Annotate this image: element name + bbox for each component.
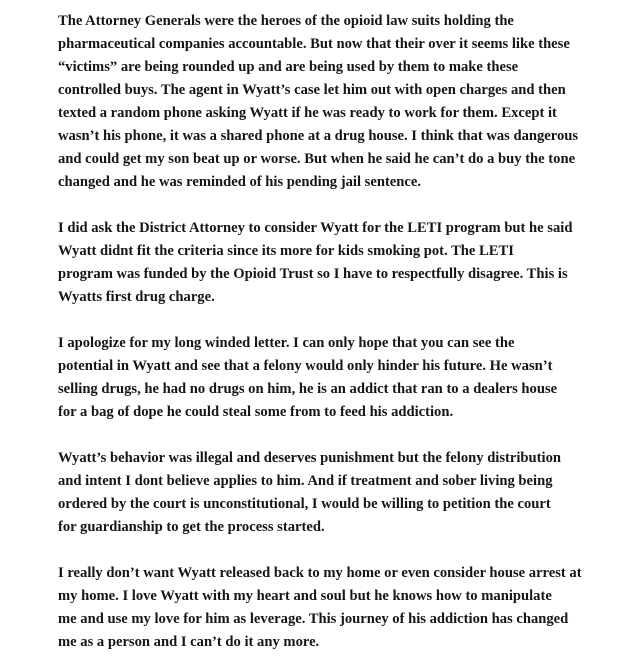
text-line: I did ask the District Attorney to consider Wyatt for the LETI program but he said bbox=[58, 220, 573, 236]
text-line: Wyatts first drug charge. bbox=[58, 289, 215, 305]
text-line: for a bag of dope he could steal some from to feed his addiction. bbox=[58, 404, 454, 420]
text-line: for guardianship to get the process started. bbox=[58, 519, 325, 535]
paragraph-house-arrest bbox=[58, 562, 612, 654]
text-line: controlled buys. The agent in Wyatt’s case let him out with open charges and then bbox=[58, 82, 566, 98]
text-line: Wyatt didnt fit the criteria since its more for kids smoking pot. The LETI bbox=[58, 243, 514, 259]
text-line: and could get my son beat up or worse. But when he said he can’t do a buy the tone bbox=[58, 151, 576, 167]
paragraph-apology bbox=[58, 332, 612, 424]
paragraph-opioid-lawsuits bbox=[58, 10, 612, 194]
text-line: my home. I love Wyatt with my heart and soul but he knows how to manipulate bbox=[58, 588, 552, 604]
paragraph-behavior-guardianship bbox=[58, 447, 612, 539]
text-line: “victims” are being rounded up and are being used by them to make these bbox=[58, 59, 519, 75]
text-line: I apologize for my long winded letter. I can only hope that you can see the bbox=[58, 335, 515, 351]
text-line: program was funded by the Opioid Trust so I have to respectfully disagree. This is bbox=[58, 266, 568, 282]
text-line: selling drugs, he had no drugs on him, he is an addict that ran to a dealers house bbox=[58, 381, 558, 397]
text-line: potential in Wyatt and see that a felony would only hinder his future. He wasn’t bbox=[58, 358, 553, 374]
text-line: texted a random phone asking Wyatt if he was ready to work for them. Except it bbox=[58, 105, 557, 121]
text-line: wasn’t his phone, it was a shared phone at a drug house. I think that was dangerous bbox=[58, 128, 579, 144]
text-line: ordered by the court is unconstitutional, I would be willing to petition the court bbox=[58, 496, 551, 512]
text-line: Wyatt’s behavior was illegal and deserves punishment but the felony distribution bbox=[58, 450, 561, 466]
text-line: me and use my love for him as leverage. This journey of his addiction has changed bbox=[58, 611, 569, 627]
text-line: I really don’t want Wyatt released back to my home or even consider house arrest at bbox=[58, 565, 582, 581]
text-line: The Attorney Generals were the heroes of the opioid law suits holding the bbox=[58, 13, 514, 29]
text-line: and intent I dont believe applies to him. And if treatment and sober living being bbox=[58, 473, 553, 489]
text-line: me as a person and I can’t do it any more. bbox=[58, 634, 320, 650]
text-line: pharmaceutical companies accountable. But now that their over it seems like these bbox=[58, 36, 570, 52]
text-line: changed and he was reminded of his pending jail sentence. bbox=[58, 174, 421, 190]
paragraph-leti-program bbox=[58, 217, 612, 309]
